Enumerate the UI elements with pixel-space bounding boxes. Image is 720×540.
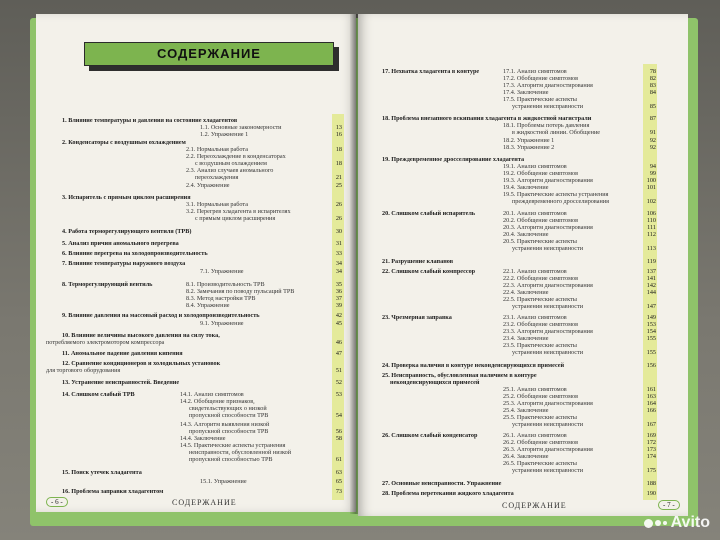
toc-subsection: устранения неисправности <box>512 103 584 110</box>
toc-subsection: 26.4. Заключение <box>503 453 549 460</box>
toc-subsection: 25.5. Практические аспекты <box>503 414 577 421</box>
toc-page-number: 155 <box>646 335 656 342</box>
toc-page-number: 54 <box>335 412 342 419</box>
toc-page-number: 31 <box>335 240 342 247</box>
toc-subsection: 17.1. Анализ симптомов <box>503 68 567 75</box>
right-footer: СОДЕРЖАНИЕ <box>502 501 567 510</box>
toc-subsection: 18.3. Упражнение 2 <box>503 144 555 151</box>
toc-page-number: 141 <box>646 275 656 282</box>
toc-subsection: 22.2. Обобщение симптомов <box>503 275 579 282</box>
toc-subsection: 19.2. Обобщение симптомов <box>503 170 579 177</box>
toc-page-number: 34 <box>335 260 342 267</box>
toc-chapter: 3. Испаритель с прямым циклом расширения <box>62 194 191 201</box>
toc-page-number: 155 <box>646 349 656 356</box>
toc-page-number: 164 <box>646 400 656 407</box>
page-title: СОДЕРЖАНИЕ <box>157 46 261 61</box>
toc-subsection: переохлаждения <box>195 174 239 181</box>
toc-page-number: 58 <box>335 435 342 442</box>
avito-logo-icon <box>644 519 667 528</box>
toc-page-number: 21 <box>335 174 342 181</box>
toc-subsection: 2.3. Анализ случаев аномального <box>186 167 274 174</box>
toc-subsection: 1.1. Основные закономерности <box>200 124 282 131</box>
right-page-number: - 7 - <box>658 500 680 510</box>
toc-subsection: 23.4. Заключение <box>503 335 549 342</box>
toc-chapter: 13. Устранение неисправностей. Введение <box>62 379 180 386</box>
toc-page-number: 154 <box>646 328 656 335</box>
toc-chapter: 10. Влияние величины высокого давления на силу тока, <box>62 332 220 339</box>
toc-page-number: 51 <box>335 367 342 374</box>
toc-subsection: 22.5. Практические аспекты <box>503 296 577 303</box>
toc-page-number: 147 <box>646 303 656 310</box>
toc-subsection: 14.2. Обобщение признаков, <box>180 398 255 405</box>
toc-page-number: 161 <box>646 386 656 393</box>
toc-page-number: 53 <box>335 391 342 398</box>
toc-subsection: 14.1. Анализ симптомов <box>180 391 244 398</box>
toc-subsection: 7.1. Упражнение <box>200 268 244 275</box>
watermark-text: Avito <box>670 514 710 531</box>
toc-subsection: 26.2. Обобщение симптомов <box>503 439 579 446</box>
toc-subsection: 17.3. Алгоритм диагностирования <box>503 82 593 89</box>
toc-chapter: 1. Влияние температуры и давления на состояние хладагентов <box>62 117 238 124</box>
toc-chapter: 12. Сравнение кондиционеров и холодильных установок <box>62 360 221 367</box>
toc-subsection: 9.1. Упражнение <box>200 320 244 327</box>
toc-subsection: 8.2. Замечания по поводу пульсаций ТРВ <box>186 288 295 295</box>
toc-subsection: в жидкостной линии. Обобщение <box>512 129 601 136</box>
toc-subsection: 20.4. Заключение <box>503 231 549 238</box>
toc-page-number: 13 <box>335 124 342 131</box>
toc-page-number: 111 <box>647 224 656 231</box>
toc-page-number: 156 <box>646 362 656 369</box>
toc-chapter: 7. Влияние температуры наружного воздуха <box>62 260 186 267</box>
toc-page-number: 92 <box>649 137 656 144</box>
toc-subsection: 15.1. Упражнение <box>200 478 247 485</box>
toc-page-number: 78 <box>649 68 656 75</box>
toc-chapter: 28. Проблема перетекания жидкого хладагента <box>382 490 514 497</box>
toc-page-number: 137 <box>646 268 656 275</box>
toc-chapter: 5. Анализ причин аномального перегрева <box>62 240 179 247</box>
toc-page-number: 149 <box>646 314 656 321</box>
toc-page-number: 52 <box>335 379 342 386</box>
toc-page-number: 153 <box>646 321 656 328</box>
toc-page-number: 34 <box>335 268 342 275</box>
toc-page-number: 167 <box>646 421 656 428</box>
toc-page-number: 63 <box>335 469 342 476</box>
toc-page-number: 87 <box>649 115 656 122</box>
toc-page-number: 39 <box>335 302 342 309</box>
toc-page-number: 144 <box>646 289 656 296</box>
toc-subsection: 23.3. Алгоритм диагностирования <box>503 328 593 335</box>
toc-subsection: 3.1. Нормальная работа <box>186 201 248 208</box>
toc-chapter: 8. Терморегулирующий вентиль <box>62 281 153 288</box>
toc-subsection: преждевременного дросселирования <box>512 198 609 205</box>
toc-chapter: 18. Проблема внезапного вскипания хладагента в жидкостной магистрали <box>382 115 592 122</box>
toc-subsection: 20.5. Практические аспекты <box>503 238 577 245</box>
toc-chapter: 21. Разрушение клапанов <box>382 258 454 265</box>
toc-page-number: 25 <box>335 182 342 189</box>
toc-subsection: 8.3. Метод настройки ТРВ <box>186 295 256 302</box>
toc-subsection: 25.2. Обобщение симптомов <box>503 393 579 400</box>
toc-page-number: 163 <box>646 393 656 400</box>
toc-subsection: 2.1. Нормальная работа <box>186 146 248 153</box>
toc-chapter: 4. Работа терморегулирующего вентиля (ТРВ) <box>62 228 192 235</box>
toc-chapter: 9. Влияние давления на массовый расход и холодопроизводительность <box>62 312 260 319</box>
toc-subsection: 18.2. Упражнение 1 <box>503 137 555 144</box>
left-page-number: - 6 - <box>46 497 68 507</box>
toc-page-number: 37 <box>335 295 342 302</box>
toc-subsection: пропускной способностью ТРВ <box>189 456 273 463</box>
left-page <box>36 14 356 512</box>
toc-page-number: 83 <box>649 82 656 89</box>
toc-subsection: 20.1. Анализ симптомов <box>503 210 567 217</box>
toc-chapter: 2. Конденсаторы с воздушным охлаждением <box>62 139 186 146</box>
toc-subsection: 23.1. Анализ симптомов <box>503 314 567 321</box>
toc-page-number: 110 <box>646 217 656 224</box>
toc-subsection: 25.4. Заключение <box>503 407 549 414</box>
toc-page-number: 47 <box>335 350 342 357</box>
toc-subsection: 14.5. Практические аспекты устранения <box>180 442 286 449</box>
toc-subsection: 8.4. Упражнение <box>186 302 230 309</box>
toc-subsection: 26.3. Алгоритм диагностирования <box>503 446 593 453</box>
toc-subsection: 19.5. Практические аспекты устранения <box>503 191 609 198</box>
toc-page-number: 94 <box>649 163 656 170</box>
toc-subsection: 23.5. Практические аспекты <box>503 342 577 349</box>
toc-chapter: 22. Слишком слабый компрессор <box>382 268 476 275</box>
toc-page-number: 61 <box>335 456 342 463</box>
toc-subsection: 26.1. Анализ симптомов <box>503 432 567 439</box>
toc-page-number: 84 <box>649 89 656 96</box>
toc-subsection: устранения неисправности <box>512 467 584 474</box>
toc-subsection: устранения неисправности <box>512 245 584 252</box>
toc-subsection: 19.1. Анализ симптомов <box>503 163 567 170</box>
toc-page-number: 102 <box>646 198 656 205</box>
toc-page-number: 45 <box>335 320 342 327</box>
toc-subsection: 17.5. Практические аспекты <box>503 96 577 103</box>
toc-subsection: пропускной способности ТРВ <box>189 428 269 435</box>
toc-chapter: 26. Слишком слабый конденсатор <box>382 432 478 439</box>
toc-page-number: 46 <box>335 339 342 346</box>
toc-subsection: свидетельствующих о низкой <box>189 405 267 412</box>
toc-subsection: 22.4. Заключение <box>503 289 549 296</box>
toc-page-number: 172 <box>646 439 656 446</box>
toc-page-number: 190 <box>646 490 656 497</box>
toc-chapter: 15. Поиск утечек хладагента <box>62 469 142 476</box>
toc-subsection: 23.2. Обобщение симптомов <box>503 321 579 328</box>
toc-subsection: устранения неисправности <box>512 303 584 310</box>
toc-subsection: 18.1. Проблемы потерь давления <box>503 122 590 129</box>
toc-subsection: 17.4. Заключение <box>503 89 549 96</box>
toc-subsection: устранения неисправности <box>512 349 584 356</box>
left-footer: СОДЕРЖАНИЕ <box>172 498 237 507</box>
toc-page-number: 188 <box>646 480 656 487</box>
toc-page-number: 65 <box>335 478 342 485</box>
toc-page-number: 92 <box>649 144 656 151</box>
toc-page-number: 106 <box>646 210 656 217</box>
toc-page-number: 35 <box>335 281 342 288</box>
toc-page-number: 16 <box>335 131 342 138</box>
toc-page-number: 85 <box>649 103 656 110</box>
toc-subsection: 25.1. Анализ симптомов <box>503 386 567 393</box>
toc-subsection: 14.3. Алгоритм выявления низкой <box>180 421 270 428</box>
toc-subsection: 20.3. Алгоритм диагностирования <box>503 224 593 231</box>
toc-chapter: 19. Преждевременное дросселирование хладагента <box>382 156 525 163</box>
toc-page-number: 30 <box>335 228 342 235</box>
toc-page-number: 175 <box>646 467 656 474</box>
toc-chapter: 17. Нехватка хладагента в контуре <box>382 68 480 75</box>
toc-subsection: 26.5. Практические аспекты <box>503 460 577 467</box>
toc-subsection: 14.4. Заключение <box>180 435 226 442</box>
toc-subsection: 8.1. Производительность ТРВ <box>186 281 265 288</box>
toc-subsection: с воздушным охлаждением <box>195 160 267 167</box>
right-page <box>358 14 688 516</box>
toc-subsection: 2.4. Упражнение <box>186 182 230 189</box>
toc-subsection: 22.1. Анализ симптомов <box>503 268 567 275</box>
toc-chapter: 11. Аномальное падение давления кипения <box>62 350 183 357</box>
toc-chapter: 23. Чрезмерная заправка <box>382 314 452 321</box>
toc-subsection: 1.2. Упражнение 1 <box>200 131 249 138</box>
toc-subsection: неисправности, обусловленной низкой <box>189 449 292 456</box>
toc-chapter: 20. Слишком слабый испаритель <box>382 210 476 217</box>
toc-subsection: 17.2. Обобщение симптомов <box>503 75 579 82</box>
toc-subsection: для торгового оборудования <box>46 367 121 374</box>
toc-subsection: с прямым циклом расширения <box>195 215 276 222</box>
toc-page-number: 18 <box>335 160 342 167</box>
toc-chapter: 27. Основные неисправности. Упражнение <box>382 480 502 487</box>
toc-page-number: 99 <box>649 170 656 177</box>
toc-subsection: 25.3. Алгоритм диагностирования <box>503 400 593 407</box>
toc-subsection: потребляемого электромотором компрессора <box>46 339 165 346</box>
toc-subsection: 22.3. Алгоритм диагностирования <box>503 282 593 289</box>
toc-page-number: 56 <box>335 428 342 435</box>
toc-page-number: 91 <box>649 129 656 136</box>
toc-page-number: 112 <box>646 231 656 238</box>
toc-page-number: 42 <box>335 312 342 319</box>
toc-page-number: 26 <box>335 201 342 208</box>
toc-subsection: пропускной способности ТРВ <box>189 412 269 419</box>
toc-page-number: 100 <box>646 177 656 184</box>
toc-subsection: 20.2. Обобщение симптомов <box>503 217 579 224</box>
toc-subsection: устранения неисправности <box>512 421 584 428</box>
toc-subsection: 2.2. Переохлаждение в конденсаторах <box>186 153 286 160</box>
toc-page-number: 142 <box>646 282 656 289</box>
toc-chapter: 14. Слишком слабый ТРВ <box>62 391 135 398</box>
toc-page-number: 101 <box>646 184 656 191</box>
toc-chapter: 24. Проверка наличия в контуре неконденсирующихся примесей <box>382 362 565 369</box>
toc-page-number: 174 <box>646 453 656 460</box>
toc-page-number: 73 <box>335 488 342 495</box>
toc-chapter: 25. Неисправность, обусловленная наличием в контуре <box>382 372 537 379</box>
toc-page-number: 166 <box>646 407 656 414</box>
toc-page-number: 26 <box>335 215 342 222</box>
toc-page-number: 119 <box>646 258 656 265</box>
toc-page-number: 113 <box>646 245 656 252</box>
toc-chapter: 16. Проблема заправки хладагентом <box>62 488 164 495</box>
toc-page-number: 36 <box>335 288 342 295</box>
toc-page-number: 173 <box>646 446 656 453</box>
toc-page-number: 82 <box>649 75 656 82</box>
avito-watermark <box>644 514 710 532</box>
toc-subsection: 19.3. Алгоритм диагностирования <box>503 177 593 184</box>
toc-chapter: 6. Влияние перегрева на холодопроизводительность <box>62 250 208 257</box>
toc-subsection: 3.2. Перегрев хладагента в испарителях <box>186 208 291 215</box>
toc-page-number: 33 <box>335 250 342 257</box>
toc-chapter: неконденсирующихся примесей <box>390 379 480 386</box>
toc-page-number: 169 <box>646 432 656 439</box>
toc-page-number: 18 <box>335 146 342 153</box>
toc-subsection: 19.4. Заключение <box>503 184 549 191</box>
